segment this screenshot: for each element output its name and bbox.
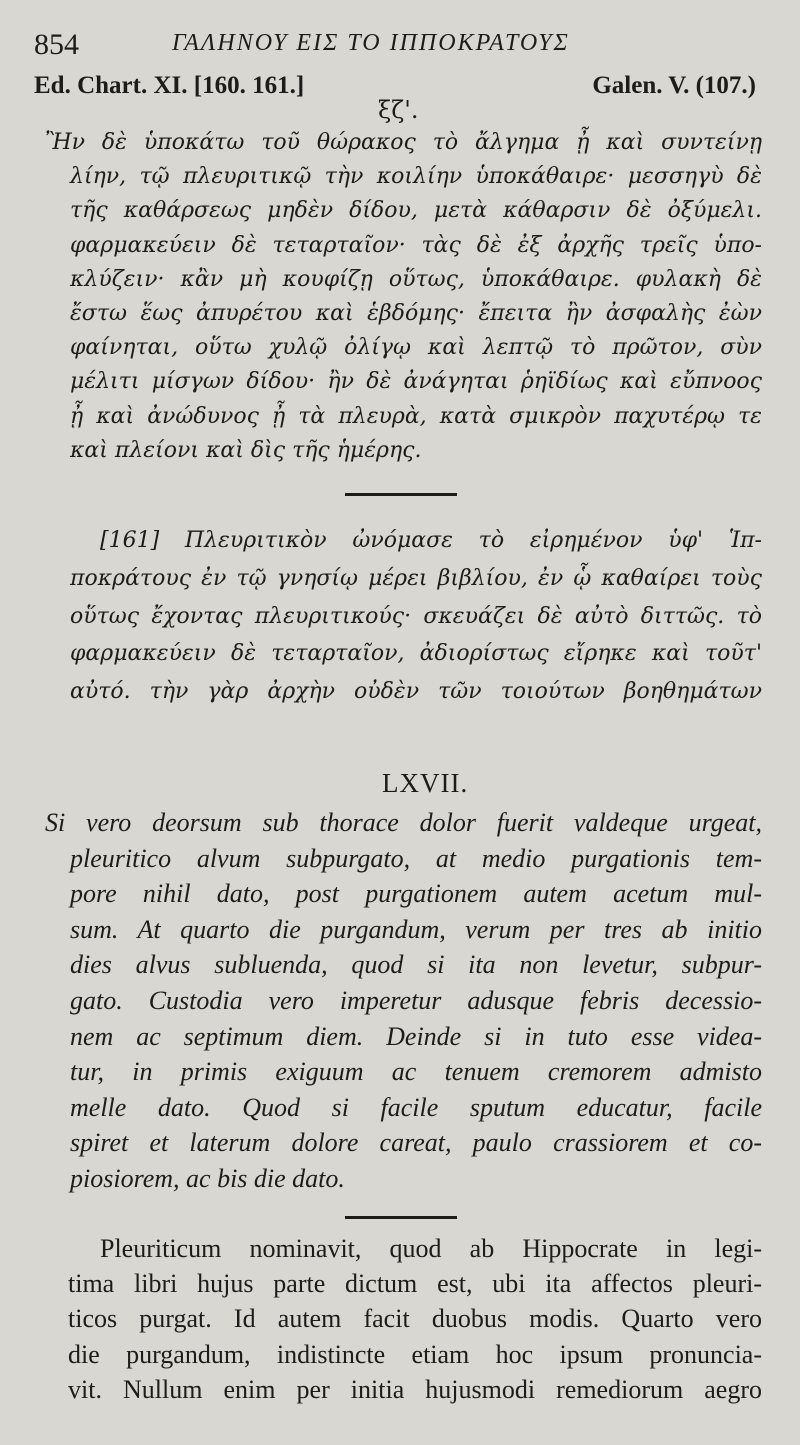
greek-text-line: καὶ πλείονι καὶ δὶς τῆς ἡμέρης.	[70, 437, 422, 463]
latin-heading: LXVII.	[382, 768, 469, 798]
latin-commentary-line: ticos purgat. Id autem facit duobus modis. Quarto vero	[68, 1304, 762, 1334]
latin-commentary-line: vit. Nullum enim per initia hujusmodi remediorum aegro	[68, 1374, 762, 1404]
latin-text-line: gato. Custodia vero imperetur adusque febris decessio-	[70, 986, 762, 1015]
greek-text-line: φαίνηται, οὕτω χυλῷ ὀλίγῳ καὶ λεπτῷ τὸ πρῶτον, σὺν	[70, 335, 762, 361]
divider-rule	[345, 1216, 457, 1219]
latin-text-line: sum. At quarto die purgandum, verum per tres ab initio	[70, 914, 762, 944]
latin-commentary-line: Pleuriticum nominavit, quod ab Hippocrate in legi-	[100, 1234, 762, 1263]
page-number: 854	[34, 28, 79, 61]
latin-text-line: pore nihil dato, post purgationem autem acetum mul-	[70, 879, 762, 909]
latin-text-line: Si vero deorsum sub thorace dolor fuerit valdeque urgeat,	[45, 808, 762, 837]
latin-commentary-line: tima libri hujus parte dictum est, ubi ita affectos pleuri-	[68, 1269, 762, 1299]
latin-commentary-line: die purgandum, indistincte etiam hoc ipsum pronuncia-	[68, 1339, 762, 1369]
latin-text-line: piosiorem, ac bis die dato.	[70, 1164, 345, 1193]
latin-text-line: spiret et laterum dolore careat, paulo crassiorem et co-	[70, 1128, 762, 1158]
greek-text-line: Ἢν δὲ ὑποκάτω τοῦ θώρακος τὸ ἄλγημα ᾖ καὶ συντείνῃ	[45, 130, 762, 155]
greek-text-line: λίην, τῷ πλευριτικῷ τὴν κοιλίην ὑποκάθαιρε· μεσσηγὺ δὲ	[70, 164, 762, 190]
greek-text-line: ἔστω ἕως ἀπυρέτου καὶ ἑβδόμης· ἔπειτα ἢν ἀσφαλὴς ἐὼν	[70, 301, 762, 326]
greek-text-line: φαρμακεύειν δὲ τεταρταῖον· τὰς δὲ ἐξ ἀρχῆς τρεῖς ὑπο-	[70, 232, 762, 258]
greek-commentary-line: αὐτό. τὴν γὰρ ἀρχὴν οὐδὲν τῶν τοιούτων βοηθημάτων	[70, 679, 762, 705]
latin-text-line: tur, in primis exiguum ac tenuem cremorem admisto	[70, 1057, 762, 1087]
latin-text-line: pleuritico alvum subpurgato, at medio purgationis tem-	[70, 843, 762, 873]
latin-text-line: melle dato. Quod si facile sputum educatur, facile	[70, 1092, 762, 1122]
greek-section-number: ξζ'.	[378, 96, 419, 124]
greek-text-line: κλύζειν· κἂν μὴ κουφίζῃ οὕτως, ὑποκάθαιρε. φυλακὴ δὲ	[70, 266, 762, 292]
greek-text-line: ᾖ καὶ ἀνώδυνος ᾖ τὰ πλευρὰ, κατὰ σμικρὸν παχυτέρῳ τε	[70, 403, 762, 429]
greek-commentary-line: [161] Πλευριτικὸν ὠνόμασε τὸ εἰρημένον ὑφ' Ἱπ-	[100, 528, 762, 553]
greek-commentary-line: φαρμακεύειν δὲ τεταρταῖον, ἀδιορίστως εἴρηκε καὶ τοῦτ'	[70, 641, 762, 667]
edition-reference-right: Galen. V. (107.)	[592, 72, 756, 99]
greek-commentary-line: οὕτως ἔχοντας πλευριτικούς· σκευάζει δὲ αὐτὸ διττῶς. τὸ	[70, 603, 762, 629]
divider-rule	[345, 493, 457, 496]
latin-text-line: dies alvus subluenda, quod si ita non levetur, subpur-	[70, 950, 762, 980]
greek-text-line: τῆς καθάρσεως μηδὲν δίδου, μετὰ κάθαρσιν δὲ ὀξύμελι.	[70, 198, 762, 224]
edition-reference-left: Ed. Chart. XI. [160. 161.]	[34, 72, 305, 99]
greek-commentary-line: ποκράτους ἐν τῷ γνησίῳ μέρει βιβλίου, ἐν ᾧ καθαίρει τοὺς	[70, 565, 762, 591]
greek-text-line: μέλιτι μίσγων δίδου· ἢν δὲ ἀνάγηται ῥηϊδίως καὶ εὔπνοος	[70, 369, 762, 395]
latin-text-line: nem ac septimum diem. Deinde si in tuto esse videa-	[70, 1021, 762, 1051]
running-head: ΓΑΛΗΝΟΥ ΕΙΣ ΤΟ ΙΠΠΟΚΡΑΤΟΥΣ	[172, 30, 570, 56]
